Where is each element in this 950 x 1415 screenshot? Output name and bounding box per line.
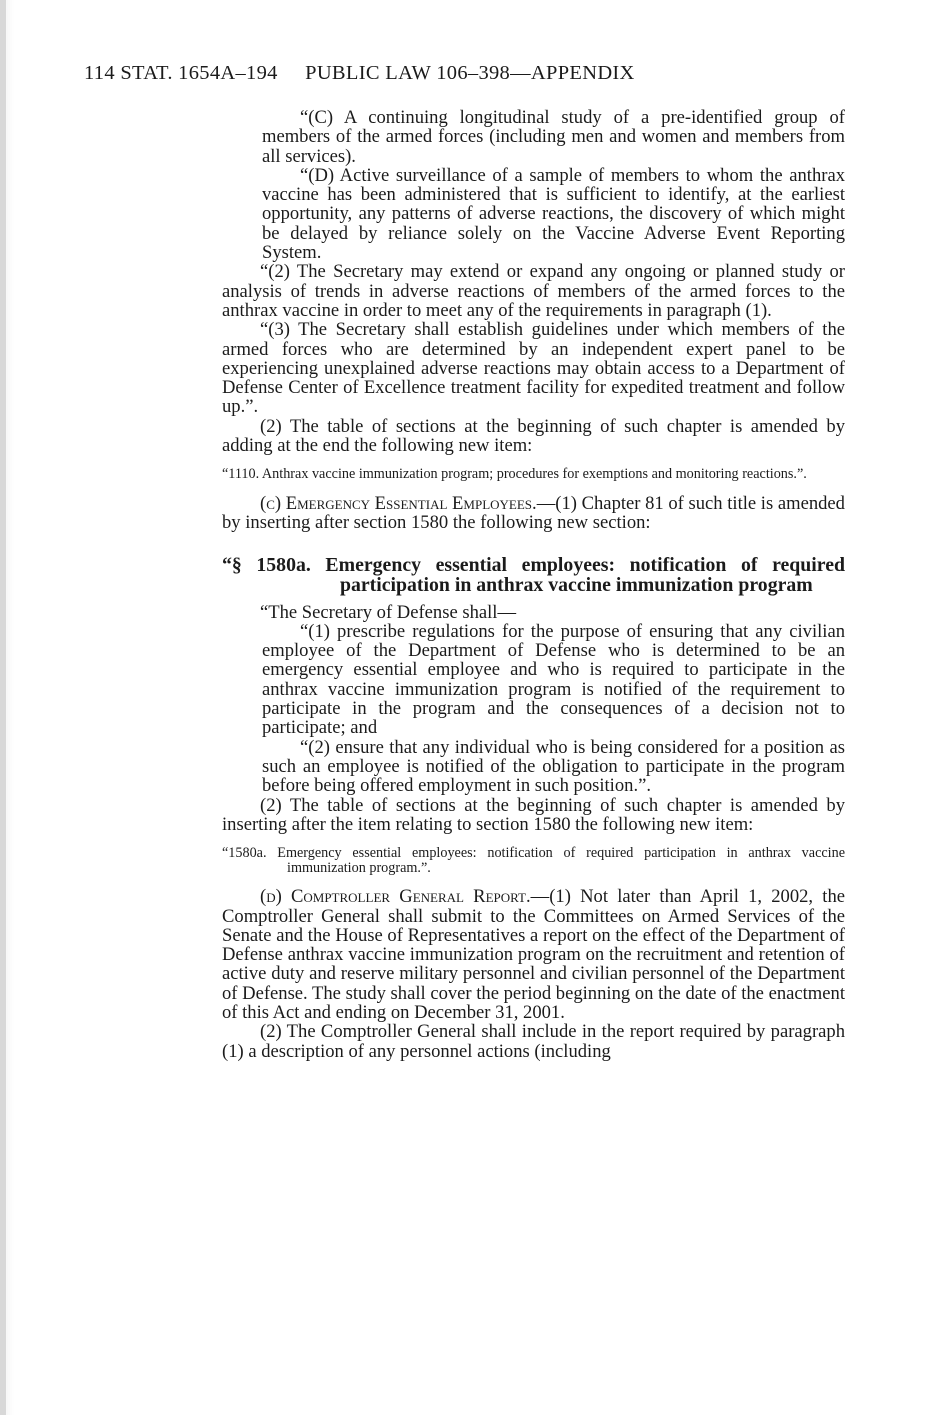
subsection-d — [222, 887, 845, 1022]
subsection-c-text: —(1) Chapter 81 of such title is amended by inserting after section 1580 the following new section: — [222, 492, 845, 534]
running-header — [84, 62, 864, 85]
toc-item-1580a: “1580a. Emergency essential employees: notification of required participation in anthrax vaccine immunization program.”. — [222, 845, 845, 876]
subsection-d-paragraph-2: (2) The Comptroller General shall include in the report required by paragraph (1) a description of any personnel actions (including — [222, 1021, 845, 1062]
section-paragraph-2: “(2) ensure that any individual who is being considered for a position as such an employee is notified of the obligation to participate in the program before being offered employment in such position.”. — [262, 736, 845, 797]
public-law-title: PUBLIC LAW 106–398—APPENDIX — [305, 62, 635, 84]
subsection-c-heading: (c) Emergency Essential Employees. — [260, 492, 537, 514]
paragraph-table-amendment-1: (2) The table of sections at the beginning of such chapter is amended by adding at the end the following new item: — [222, 415, 845, 457]
section-intro: “The Secretary of Defense shall— — [260, 601, 517, 623]
page-edge-shadow — [0, 0, 6, 1415]
section-paragraph-1: “(1) prescribe regulations for the purpose of ensuring that any civilian employee of the Department of Defense who is determined to be an emergency essential employee and who is required to participate in the anthrax vaccine immunization program is notified of the requirement to participate in the program and the consequences of a decision not to participate; and — [262, 620, 845, 739]
paragraph-d-active-surveillance: “(D) Active surveillance of a sample of members to whom the anthrax vaccine has been administered that is sufficient to identify, at the earliest opportunity, any patterns of adverse reactions, the discovery of which might be delayed by reliance solely on the Vaccine Adverse Event Reporting System. — [262, 164, 845, 264]
paragraph-2-extend-study: “(2) The Secretary may extend or expand any ongoing or planned study or analysis of trends in adverse reactions of members of the armed forces to the anthrax vaccine in order to meet any of the requirements in paragraph (1). — [222, 261, 845, 321]
statute-citation: 114 STAT. 1654A–194 — [84, 62, 278, 84]
subsection-d-heading: (d) Comptroller General Report. — [260, 886, 531, 908]
paragraph-table-amendment-2: (2) The table of sections at the beginning of such chapter is amended by inserting after the item relating to section 1580 the following new item: — [222, 794, 845, 835]
section-1580a-heading: “§ 1580a. Emergency essential employees: notification of required participation in anthrax vaccine immunization program — [222, 553, 845, 596]
subsection-d-text: —(1) Not later than April 1, 2002, the Comptroller General shall submit to the Committees on Armed Services of the Senate and the House of Representatives a report on the effect of the Department of Defense anthrax vaccine immunization program on the recruitment and retention of active duty and reserve military personnel and civilian personnel of the Department of Defense. The study shall cover the period beginning on the date of the enactment of this Act and ending on December 31, 2001. — [222, 886, 845, 1024]
paragraph-3-guidelines: “(3) The Secretary shall establish guidelines under which members of the armed forces who are determined by an independent expert panel to be experiencing unexplained adverse reactions may obtain access to a Department of Defense Center of Excellence treatment facility for expedited treatment and follow up.”. — [222, 319, 845, 418]
document-body — [222, 108, 845, 1061]
subsection-c — [222, 494, 845, 533]
toc-item-1110: “1110. Anthrax vaccine immunization program; procedures for exemptions and monitoring reactions.”. — [222, 466, 807, 483]
paragraph-c-longitudinal-study: “(C) A continuing longitudinal study of a pre-identified group of members of the armed forces (including men and women and members from all services). — [262, 107, 845, 167]
